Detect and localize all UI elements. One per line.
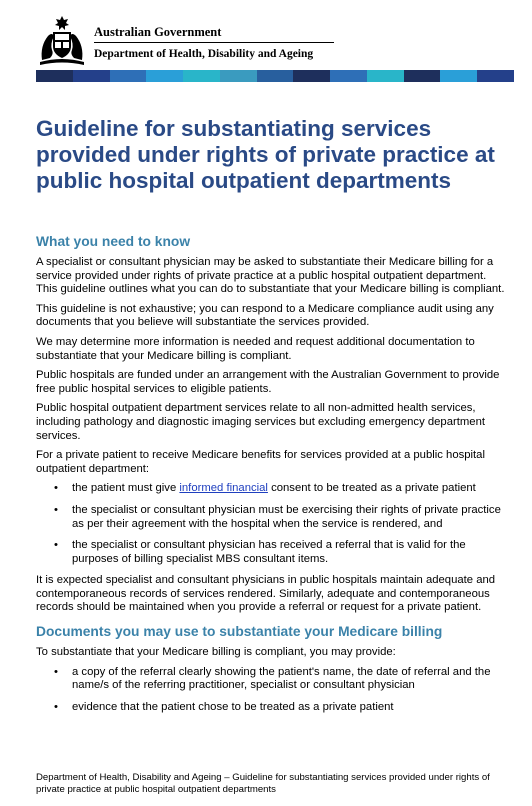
stripe-segment (440, 70, 477, 82)
department-name: Department of Health, Disability and Ageing (94, 48, 314, 60)
stripe-segment (477, 70, 514, 82)
section-heading-what-you-need-to-know: What you need to know (36, 234, 191, 249)
stripe-segment (183, 70, 220, 82)
paragraph: A specialist or consultant physician may be asked to substantiate their Medicare billing for a service provided under rights of private practice at a public hospital outpatient department. This guideline outlines what you can do to substantiate that your Medicare billing is compliant. (36, 256, 505, 296)
document-body (36, 233, 508, 722)
stripe-segment (257, 70, 294, 82)
document-title: Guideline for substantiating services provided under rights of private practice at public hospital outpatient departments (36, 116, 495, 193)
stripe-segment (367, 70, 404, 82)
list-item: • evidence that the patient chose to be treated as a private patient (36, 701, 508, 715)
eligibility-list (36, 482, 508, 566)
stripe-segment (404, 70, 441, 82)
documents-list (36, 666, 508, 715)
government-name: Australian Government (94, 25, 222, 39)
stripe-segment (110, 70, 147, 82)
decorative-color-stripe (36, 70, 514, 82)
paragraph: Public hospitals are funded under an arrangement with the Australian Government to provide free public hospital services to eligible patients. (36, 369, 500, 395)
paragraph: Public hospital outpatient department services relate to all non-admitted health services, including pathology and diagnostic imaging services but excluding emergency department services. (36, 402, 486, 442)
paragraph: We may determine more information is needed and request additional documentation to substantiate that your Medicare billing is compliant. (36, 335, 475, 362)
page-footer: Department of Health, Disability and Ageing – Guideline for substantiating services provided under rights of private practice at public hospital outpatient departments (36, 772, 490, 795)
section-heading-documents: Documents you may use to substantiate your Medicare billing (36, 624, 443, 640)
paragraph: For a private patient to receive Medicare benefits for services provided at a public hospital outpatient department: (36, 449, 485, 475)
list-item: • the patient must give informed financial consent to be treated as a private patient (36, 482, 508, 496)
paragraph: This guideline is not exhaustive; you can respond to a Medicare compliance audit using any documents that you believe will substantiate the services provided. (36, 302, 494, 329)
informed-financial-consent-link[interactable]: informed financial (179, 482, 268, 495)
paragraph: It is expected specialist and consultant physicians in public hospitals maintain adequate and contemporaneous records of services rendered. Similarly, adequate and contemporaneous records should be maintained when you provide a referral or request for a private patient. (36, 574, 496, 614)
coat-of-arms-icon (36, 14, 88, 66)
header-divider (94, 42, 334, 43)
list-item: • a copy of the referral clearly showing the patient's name, the date of referral and the name/s of the referring practitioner, specialist or consultant physician (36, 666, 508, 693)
stripe-segment (36, 70, 73, 82)
stripe-segment (293, 70, 330, 82)
stripe-segment (146, 70, 183, 82)
list-item: • the specialist or consultant physician must be exercising their rights of private practice as per their agreement with the hospital when the service is rendered, and (36, 504, 508, 531)
stripe-segment (330, 70, 367, 82)
paragraph: To substantiate that your Medicare billing is compliant, you may provide: (36, 646, 396, 659)
stripe-segment (220, 70, 257, 82)
stripe-segment (73, 70, 110, 82)
government-header (36, 12, 506, 72)
list-item: • the specialist or consultant physician has received a referral that is valid for the purposes of billing specialist MBS consultant items. (36, 539, 508, 566)
